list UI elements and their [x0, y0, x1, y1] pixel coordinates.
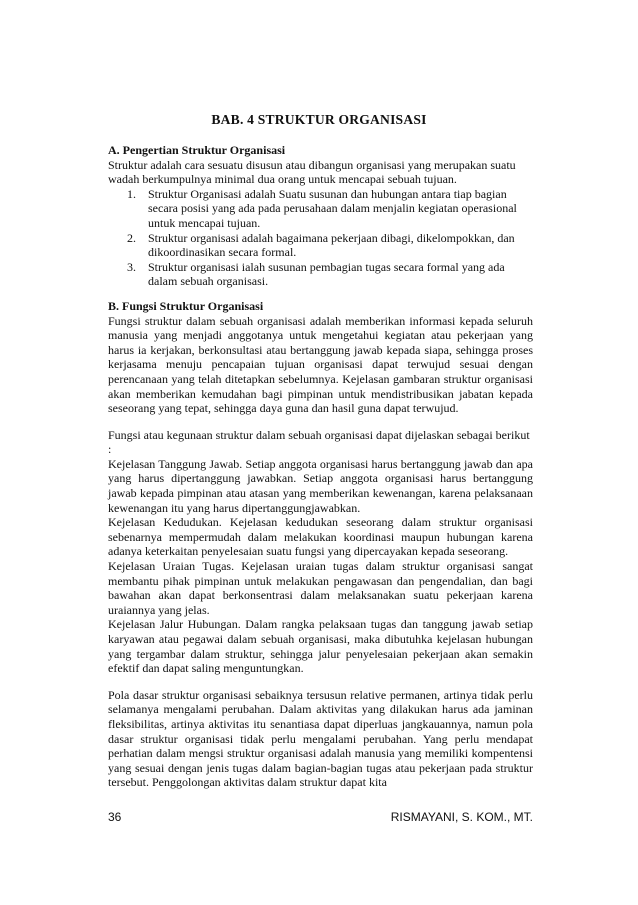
page-footer: [108, 810, 533, 824]
list-item: [108, 231, 533, 260]
list-item-number: 2.: [127, 230, 136, 245]
list-item: [108, 260, 533, 289]
function-item: Kejelasan Jalur Hubungan. Dalam rangka pelaksaan tugas dan tanggung jawab setiap karyawan atau pegawai dalam sebuah organisasi, maka dibutuhka kejelasan hubungan yang tergambar dalam struktur, sehingga jalur penyelesaian pekerjaan akan semakin efektif dan dapat saling menguntungkan.: [108, 617, 533, 676]
section-b-paragraph-3: Pola dasar struktur organisasi sebaiknya tersusun relative permanen, artinya tidak perlu selamanya mengalami perubahan. Dalam aktivitas yang dilakukan harus ada jaminan fleksibilitas, artinya aktivitas itu senantiasa dapat diperluas jangkauannya, namun pola dasar struktur organisasi tidak perlu mengalami perubahan. Yang perlu mendapat perhatian dalam mengsi struktur organisasi adalah manusia yang memiliki kompentensi yang sesuai dengan jenis tugas dalam bagian-bagian tugas atau pekerjaan pada struktur tersebut. Penggolongan aktivitas dalam struktur dapat kita: [108, 687, 533, 790]
page-body: [108, 143, 533, 790]
section-b-paragraph-1: Fungsi struktur dalam sebuah organisasi adalah memberikan informasi kepada seluruh manusia yang menjadi anggotanya untuk mengetahui kegiatan atau pekerjaan yang harus ia kerjakan, berkonsultasi atau bertanggung jawab kepada siapa, sehingga proses kerjasama menuju pencapaian tujuan organisasi dapat terwujud sesuai dengan perencanaan yang telah ditetapkan sebelumnya. Kejelasan gambaran struktur organisasi akan memberikan kemudahan bagi pimpinan untuk mendistribusikan jabatan kepada seseorang yang tepat, sehingga daya guna dan hasil guna dapat terwujud.: [108, 313, 533, 416]
list-item-text: Struktur organisasi ialah susunan pembagian tugas secara formal yang ada dalam sebuah organisasi.: [148, 259, 505, 289]
list-item-number: 1.: [127, 186, 136, 201]
footer-author: RISMAYANI, S. KOM., MT.: [390, 810, 533, 824]
chapter-title: BAB. 4 STRUKTUR ORGANISASI: [211, 112, 427, 127]
list-item: [108, 187, 533, 231]
list-item-text: Struktur organisasi adalah bagaimana pekerjaan dibagi, dikelompokkan, dan dikoordinasikan secara formal.: [148, 230, 515, 260]
section-a-intro: Struktur adalah cara sesuatu disusun atau dibangun organisasi yang merupakan suatu wadah berkumpulnya minimal dua orang untuk mencapai sebuah tujuan.: [108, 157, 516, 187]
section-b-heading: B. Fungsi Struktur Organisasi: [108, 298, 264, 313]
function-item: Kejelasan Tanggung Jawab. Setiap anggota organisasi harus bertanggung jawab dan apa yang harus dipertanggung jawabkan. Setiap anggota organisasi harus bertanggung jawab kepada pimpinan atau atasan yang memberikan kewenangan, karena pelaksanaan kewenangan itu yang harus dipertanggungjawabkan.: [108, 456, 533, 515]
section-a-heading: A. Pengertian Struktur Organisasi: [108, 143, 286, 157]
function-item: Kejelasan Kedudukan. Kejelasan kedudukan seseorang dalam struktur organisasi sebenarnya mempermudah dalam melakukan koordinasi maupun hubungan karena adanya keterkaitan penyelesaian suatu fungsi yang dipercayakan kepada seseorang.: [108, 515, 533, 559]
page-number: 36: [108, 810, 122, 824]
section-b-functions-intro: Fungsi atau kegunaan struktur dalam sebuah organisasi dapat dijelaskan sebagai berikut :: [108, 427, 530, 457]
list-item-number: 3.: [127, 259, 136, 274]
list-item-text: Struktur Organisasi adalah Suatu susunan dan hubungan antara tiap bagian secara posisi yang ada pada perusahaan dalam menjalin kegiatan operasional untuk mencapai tujuan.: [148, 186, 517, 230]
definition-list: [108, 187, 533, 289]
function-item: Kejelasan Uraian Tugas. Kejelasan uraian tugas dalam struktur organisasi sangat membantu pihak pimpinan untuk melakukan pengawasan dan pengendalian, dan bagi bawahan akan dapat berkonsentrasi dalam melaksanakan suatu pekerjaan karena uraiannya yang jelas.: [108, 559, 533, 617]
